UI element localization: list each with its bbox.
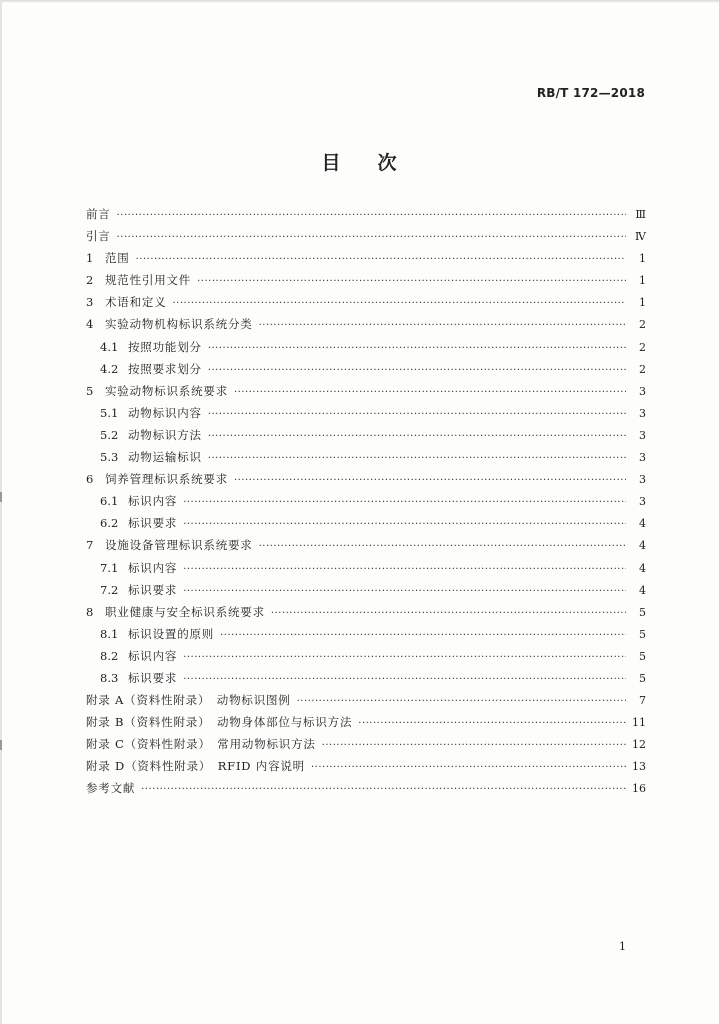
toc-entry[interactable] [86, 449, 646, 471]
toc-entry-page: 3 [639, 384, 646, 398]
toc-entry-label: 标识内容 [128, 494, 178, 509]
toc-entry-number: 8 [86, 604, 94, 619]
toc-entry-page: 3 [639, 406, 646, 420]
toc-entry[interactable] [86, 316, 646, 338]
dot-leader [208, 341, 626, 357]
toc-entry-number: 5.1 [100, 405, 119, 420]
scan-mark [0, 492, 2, 502]
toc-entry-number: 8.1 [100, 626, 119, 641]
toc-entry-label: 标识内容 [128, 648, 178, 663]
toc-entry-number: 4.2 [100, 361, 119, 376]
scan-mark [0, 740, 2, 750]
dot-leader [208, 429, 626, 445]
toc-entry-label: 附录 B（资料性附录） 动物身体部位与标识方法 [86, 715, 353, 730]
toc-entry-label: 引言 [86, 229, 111, 244]
toc-entry-label: 附录 C（资料性附录） 常用动物标识方法 [86, 737, 316, 752]
scan-edge-top [0, 0, 719, 3]
toc-entry[interactable] [86, 383, 646, 405]
toc-entry-label: 设施设备管理标识系统要求 [105, 538, 253, 553]
toc-entry-page: 5 [639, 671, 646, 685]
toc-entry[interactable] [86, 471, 646, 493]
toc-entry-page: 2 [639, 362, 646, 376]
dot-leader [208, 451, 626, 467]
toc-entry[interactable] [86, 670, 646, 692]
toc-entry-label: 动物标识方法 [128, 427, 202, 442]
dot-leader [183, 584, 626, 600]
toc-entry-page: Ⅲ [635, 208, 646, 221]
toc-entry-page: 3 [639, 428, 646, 442]
toc-entry[interactable] [86, 736, 646, 758]
toc-entry[interactable] [86, 294, 646, 316]
dot-leader [271, 606, 626, 622]
toc-entry-number: 5.2 [100, 427, 119, 442]
toc-entry-label: 规范性引用文件 [105, 273, 192, 288]
toc-entry-number: 5.3 [100, 450, 119, 465]
toc-entry-label: 附录 D（资料性附录） RFID 内容说明 [86, 759, 305, 774]
dot-leader [173, 296, 627, 312]
toc-entry-label: 职业健康与安全标识系统要求 [105, 604, 265, 619]
dot-leader [220, 628, 626, 644]
toc-entry-page: 12 [632, 738, 646, 752]
toc-entry-label: 标识内容 [128, 560, 178, 575]
toc-list [86, 206, 646, 803]
toc-entry-page: 3 [639, 451, 646, 465]
toc-entry[interactable] [86, 515, 646, 537]
toc-entry-number: 4.1 [100, 339, 119, 354]
toc-entry-label: 前言 [86, 207, 111, 221]
toc-entry-label: 术语和定义 [105, 295, 167, 310]
toc-entry-page: 2 [639, 318, 646, 332]
toc-entry[interactable] [86, 206, 646, 228]
toc-entry-label: 动物标识内容 [128, 405, 202, 420]
toc-entry-number: 3 [86, 295, 94, 310]
dot-leader [136, 252, 626, 268]
dot-leader [259, 539, 626, 555]
toc-entry-label: 标识要求 [128, 670, 178, 685]
toc-entry-page: 1 [639, 274, 646, 288]
toc-entry-label: 标识要求 [128, 516, 178, 531]
toc-entry-label: 按照功能划分 [128, 339, 202, 354]
dot-leader [234, 473, 626, 489]
toc-entry-page: 5 [639, 605, 646, 619]
dot-leader [208, 363, 626, 379]
toc-entry-number: 8.3 [100, 670, 119, 685]
toc-entry[interactable] [86, 758, 646, 780]
toc-entry-number: 6.2 [100, 516, 119, 531]
toc-entry[interactable] [86, 272, 646, 294]
toc-entry-page: 4 [639, 539, 646, 553]
toc-entry[interactable] [86, 604, 646, 626]
dot-leader [183, 517, 626, 533]
toc-entry[interactable] [86, 537, 646, 559]
toc-entry[interactable] [86, 250, 646, 272]
page-number: 1 [619, 940, 626, 953]
toc-entry-label: 附录 A（资料性附录） 动物标识图例 [86, 693, 291, 708]
toc-entry[interactable] [86, 582, 646, 604]
toc-title-char: 次 [377, 152, 398, 174]
toc-entry-page: 3 [639, 495, 646, 509]
toc-entry-number: 7 [86, 538, 94, 553]
dot-leader [141, 782, 626, 798]
toc-entry-number: 7.2 [100, 582, 119, 597]
toc-entry-label: 饲养管理标识系统要求 [105, 472, 228, 487]
toc-entry-label: 实验动物机构标识系统分类 [105, 317, 253, 332]
toc-entry-number: 8.2 [100, 648, 119, 663]
toc-entry-page: 4 [639, 583, 646, 597]
dot-leader [197, 274, 626, 290]
toc-entry[interactable] [86, 714, 646, 736]
toc-entry-page: Ⅳ [635, 230, 646, 244]
toc-entry-number: 1 [86, 251, 94, 266]
toc-entry-page: 1 [639, 252, 646, 266]
toc-entry[interactable] [86, 493, 646, 515]
dot-leader [259, 318, 626, 334]
toc-entry[interactable] [86, 626, 646, 648]
toc-entry-page: 7 [639, 694, 646, 708]
dot-leader [311, 760, 626, 776]
dot-leader [117, 208, 626, 224]
toc-entry-label: 标识要求 [128, 582, 178, 597]
toc-entry[interactable] [86, 228, 646, 250]
toc-title [0, 148, 719, 175]
dot-leader [208, 407, 626, 423]
toc-entry[interactable] [86, 692, 646, 714]
toc-entry-page: 4 [639, 561, 646, 575]
toc-entry-number: 6 [86, 472, 94, 487]
toc-entry[interactable] [86, 361, 646, 383]
toc-entry-number: 5 [86, 383, 94, 398]
dot-leader [117, 230, 626, 246]
dot-leader [358, 716, 626, 732]
toc-entry[interactable] [86, 427, 646, 449]
toc-entry-page: 4 [639, 517, 646, 531]
dot-leader [183, 672, 626, 688]
dot-leader [183, 562, 626, 578]
toc-entry-label: 参考文献 [86, 781, 136, 796]
standard-number: RB/T 172—2018 [536, 86, 645, 100]
toc-entry[interactable] [86, 648, 646, 670]
toc-entry-label: 实验动物标识系统要求 [105, 383, 228, 398]
toc-entry-page: 1 [639, 296, 646, 310]
toc-entry-page: 5 [639, 627, 646, 641]
toc-entry-page: 5 [639, 649, 646, 663]
toc-entry-number: 2 [86, 273, 94, 288]
dot-leader [322, 738, 626, 754]
toc-entry-page: 13 [632, 760, 646, 774]
toc-entry-page: 3 [639, 473, 646, 487]
dot-leader [234, 385, 626, 401]
toc-entry[interactable] [86, 780, 646, 802]
toc-entry-label: 范围 [105, 251, 130, 266]
toc-title-char: 目 [321, 152, 342, 174]
toc-entry-page: 11 [632, 716, 646, 730]
toc-entry[interactable] [86, 405, 646, 427]
dot-leader [183, 495, 626, 511]
toc-entry-number: 7.1 [100, 560, 119, 575]
toc-entry-number: 4 [86, 317, 94, 332]
toc-entry-label: 按照要求划分 [128, 361, 202, 376]
toc-entry-number: 6.1 [100, 494, 119, 509]
toc-entry-page: 16 [632, 782, 646, 796]
toc-entry-label: 动物运输标识 [128, 450, 202, 465]
toc-entry-page: 2 [639, 340, 646, 354]
toc-entry-label: 标识设置的原则 [128, 626, 215, 641]
toc-entry[interactable] [86, 560, 646, 582]
dot-leader [297, 694, 626, 710]
toc-entry[interactable] [86, 339, 646, 361]
dot-leader [183, 650, 626, 666]
